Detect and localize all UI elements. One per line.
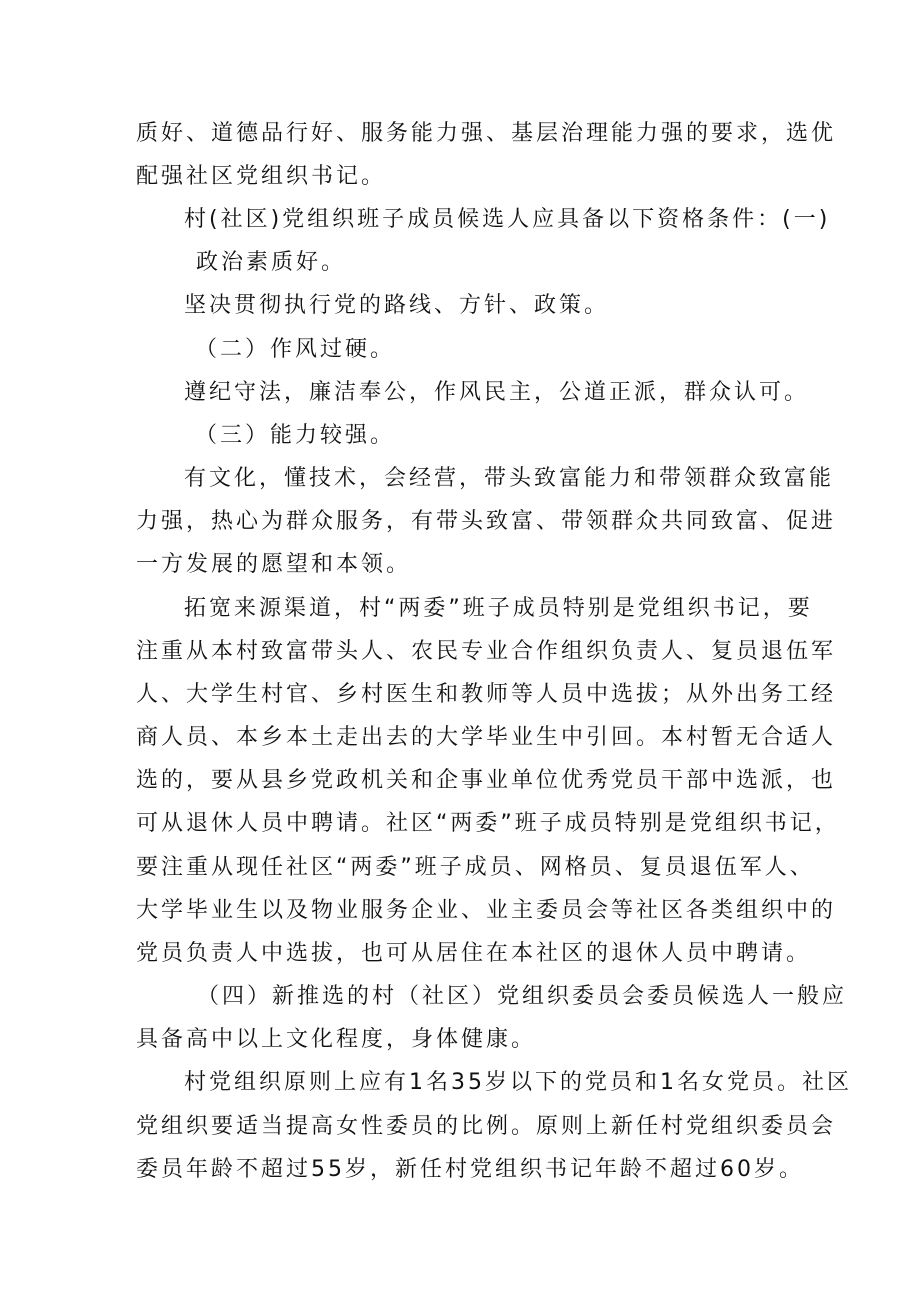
text-line-4: 政治素质好。 xyxy=(196,250,347,275)
text-line-8: （三）能力较强。 xyxy=(195,423,396,448)
text-line-14: 人、大学生村官、乡村医生和教师等人员中选拔；从外出务工经 xyxy=(136,682,837,707)
text-line-22: 具备高中以上文化程度，身体健康。 xyxy=(136,1027,537,1052)
text-line-19: 大学毕业生以及物业服务企业、业主委员会等社区各类组织中的 xyxy=(136,898,837,923)
text-line-11: 一方发展的愿望和本领。 xyxy=(136,552,412,577)
text-line-3: 村(社区)党组织班子成员候选人应具备以下资格条件：(一) xyxy=(184,207,831,232)
text-line-21: （四）新推选的村（社区）党组织委员会委员候选人一般应 xyxy=(197,984,848,1009)
text-line-16: 选的，要从县乡党政机关和企事业单位优秀党员干部中选派，也 xyxy=(136,768,837,793)
text-line-25: 委员年龄不超过55岁，新任村党组织书记年龄不超过60岁。 xyxy=(136,1157,804,1182)
text-line-18: 要注重从现任社区“两委”班子成员、网格员、复员退伍军人、 xyxy=(136,855,815,880)
text-line-1: 质好、道德品行好、服务能力强、基层治理能力强的要求，选优 xyxy=(136,121,837,146)
text-line-6: （二）作风过硬。 xyxy=(195,337,396,362)
text-line-2: 配强社区党组织书记。 xyxy=(136,164,387,189)
text-line-12: 拓宽来源渠道，村“两委”班子成员特别是党组织书记，要 xyxy=(184,596,813,621)
text-line-9: 有文化，懂技术，会经营，带头致富能力和带领群众致富能 xyxy=(184,466,835,491)
text-line-13: 注重从本村致富带头人、农民专业合作组织负责人、复员退伍军 xyxy=(136,639,837,664)
text-line-5: 坚决贯彻执行党的路线、方针、政策。 xyxy=(184,293,610,318)
text-line-20: 党员负责人中选拔，也可从居住在本社区的退休人员中聘请。 xyxy=(136,941,812,966)
text-line-24: 党组织要适当提高女性委员的比例。原则上新任村党组织委员会 xyxy=(136,1114,837,1139)
text-line-15: 商人员、本乡本土走出去的大学毕业生中引回。本村暂无合适人 xyxy=(136,725,837,750)
text-line-10: 力强，热心为群众服务，有带头致富、带领群众共同致富、促进 xyxy=(136,509,837,534)
text-line-17: 可从退休人员中聘请。社区“两委”班子成员特别是党组织书记， xyxy=(136,811,840,836)
text-line-7: 遵纪守法，廉洁奉公，作风民主，公道正派，群众认可。 xyxy=(184,380,810,405)
text-line-23: 村党组织原则上应有1名35岁以下的党员和1名女党员。社区 xyxy=(184,1070,852,1095)
